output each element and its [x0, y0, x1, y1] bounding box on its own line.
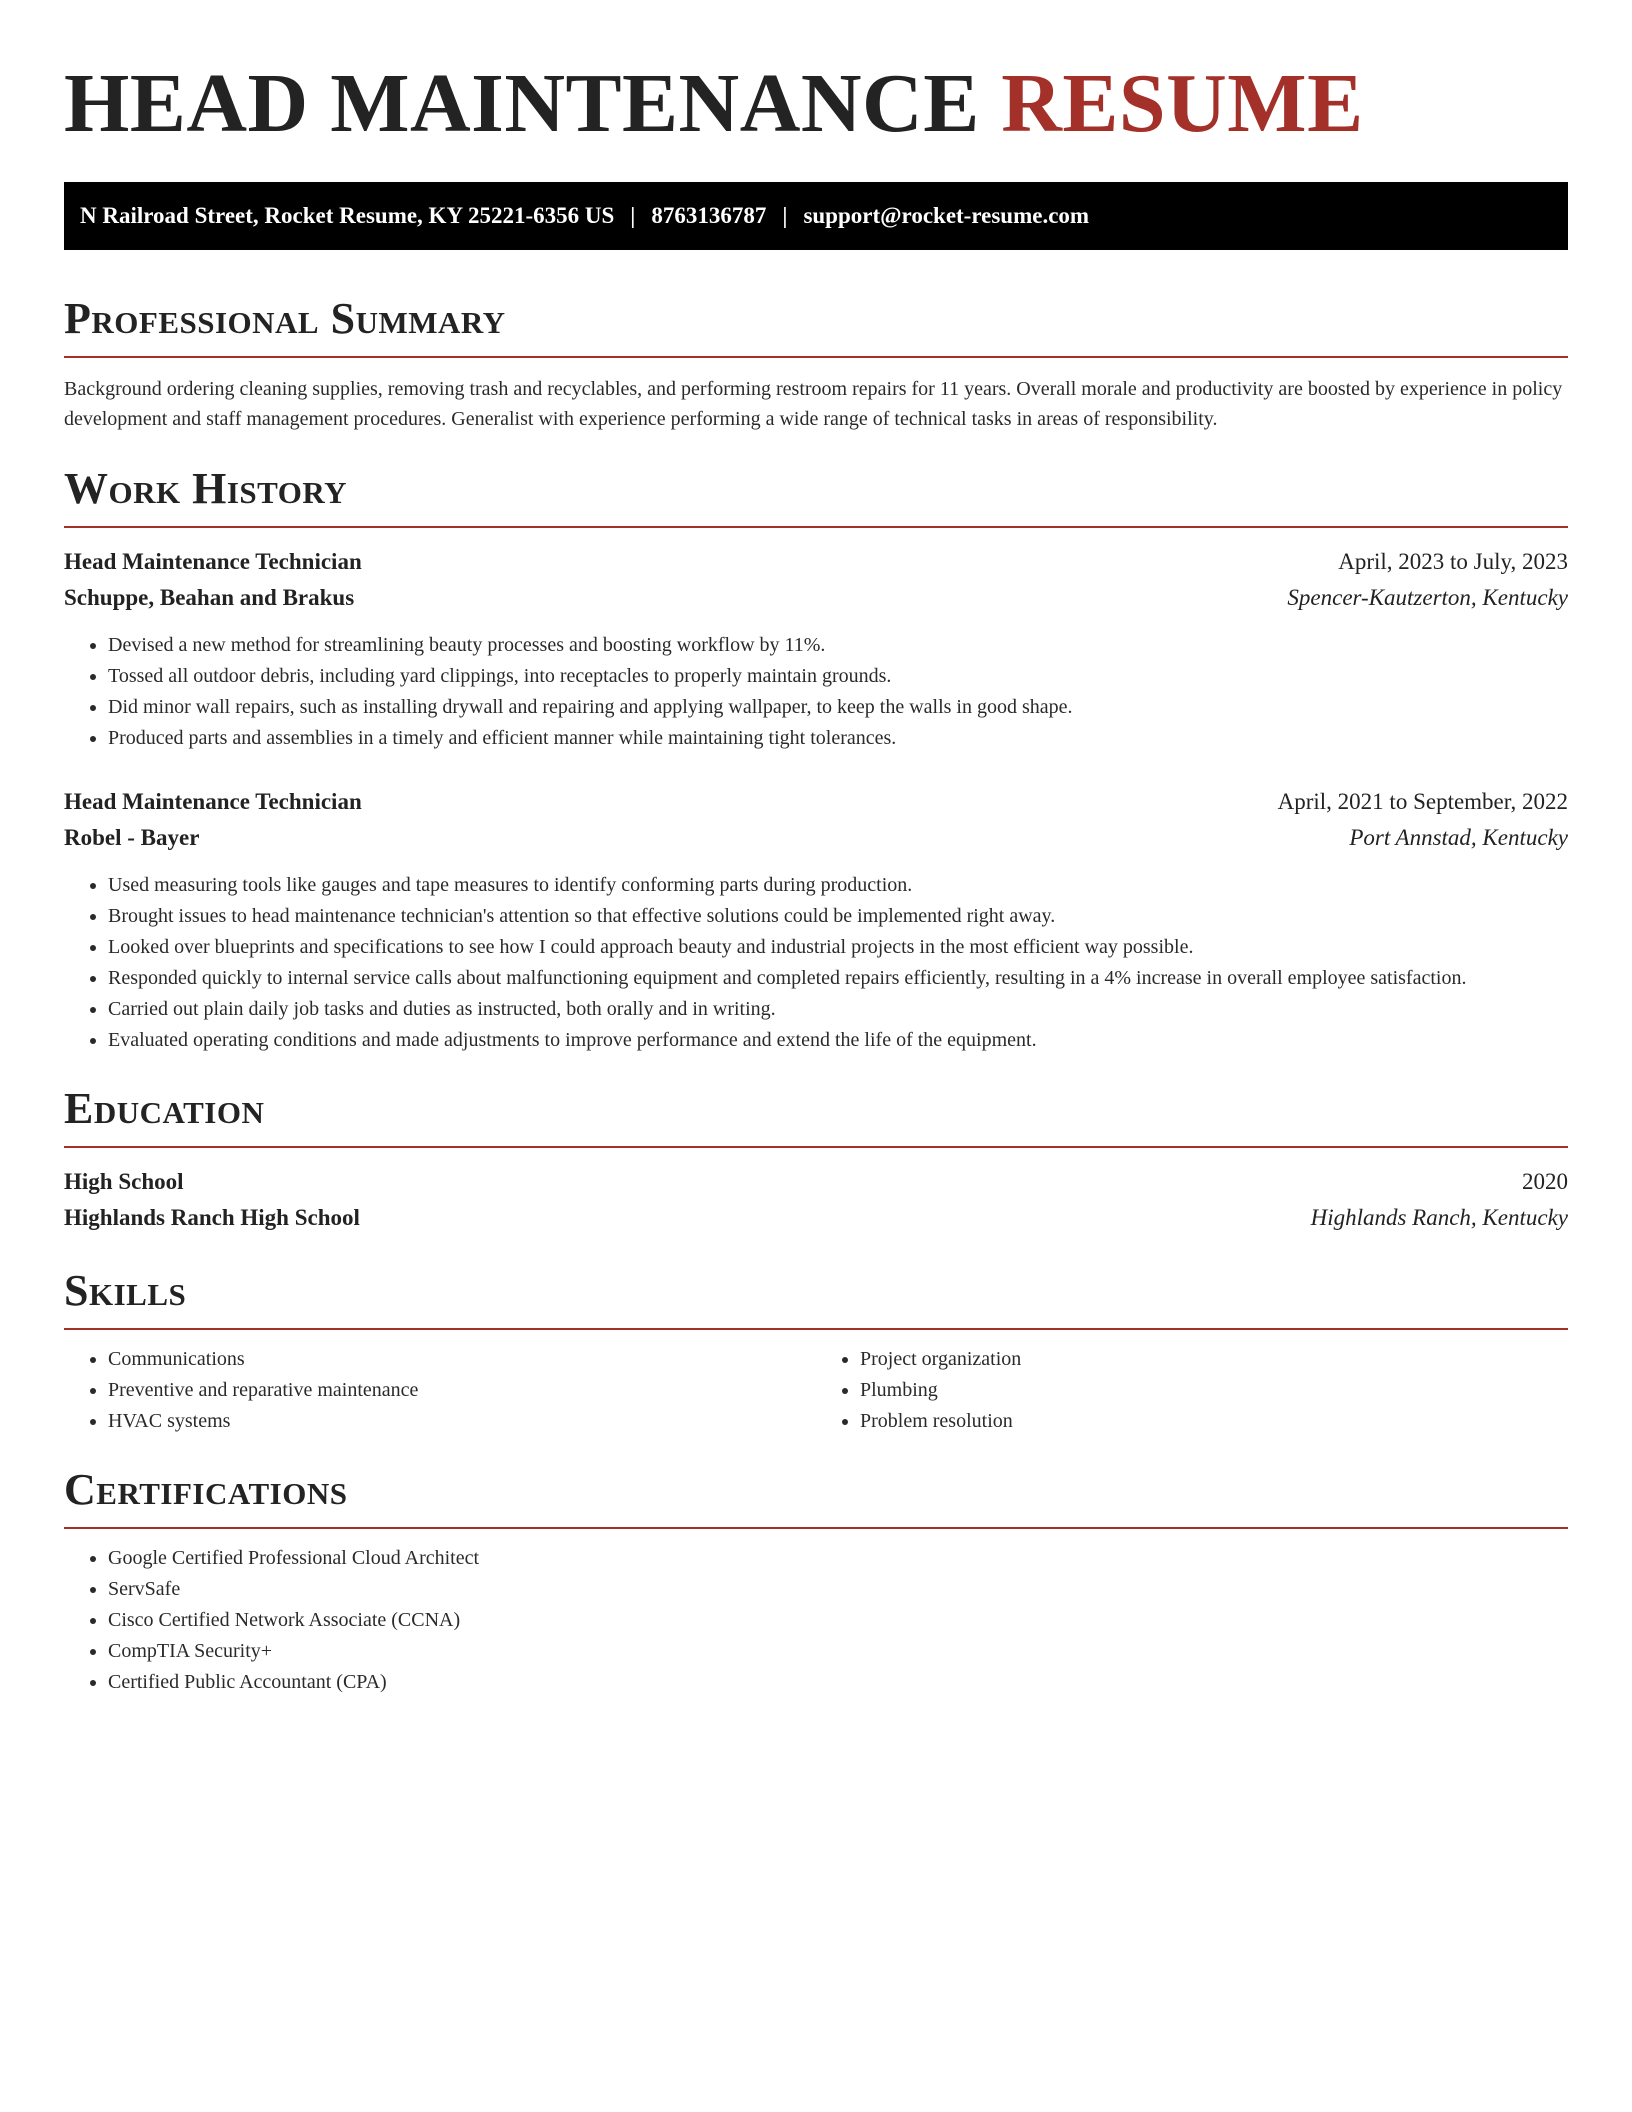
job-company-row: [64, 820, 1568, 856]
job-dates: April, 2023 to July, 2023: [1338, 549, 1568, 574]
education-school: Highlands Ranch High School: [64, 1205, 360, 1230]
list-item: • CompTIA Security+: [108, 1636, 1568, 1667]
summary-text: Background ordering cleaning supplies, removing trash and recyclables, and performing restroom repairs for 11 years. Overall morale and productivity are boosted by experience in policy development and staff management procedures. Generalist with experience performing a wide range of technical tasks in areas of responsibility.: [64, 378, 1563, 430]
job-location: Spencer-Kautzerton, Kentucky: [1287, 585, 1568, 610]
job-bullets: [64, 870, 1568, 1056]
education-section: [64, 1082, 1568, 1236]
list-item: • Communications: [108, 1344, 816, 1375]
job-location: Port Annstad, Kentucky: [1349, 825, 1568, 850]
list-item: • Google Certified Professional Cloud Architect: [108, 1543, 1568, 1574]
job-title-row: [64, 784, 1568, 820]
work-section: [64, 462, 1568, 1056]
job-bullets: [64, 630, 1568, 754]
certifications-section: [64, 1463, 1568, 1698]
education-entry: [64, 1164, 1568, 1236]
job-entry: [64, 784, 1568, 1056]
skills-list-left: [64, 1344, 816, 1437]
contact-email: support@rocket-resume.com: [803, 203, 1090, 228]
list-item: • Plumbing: [860, 1375, 1568, 1406]
job-dates: April, 2021 to September, 2022: [1277, 789, 1568, 814]
job-title: Head Maintenance Technician: [64, 789, 362, 814]
list-item: • Devised a new method for streamlining beauty processes and boosting workflow by 11%.: [108, 630, 1568, 661]
skills-heading: Skills: [64, 1264, 1568, 1330]
education-location: Highlands Ranch, Kentucky: [1310, 1205, 1568, 1230]
skills-list-right: [816, 1344, 1568, 1437]
resume-title: [64, 0, 1568, 150]
skills-section: [64, 1264, 1568, 1437]
skills-grid: [64, 1330, 1568, 1437]
education-year: 2020: [1522, 1169, 1568, 1194]
contact-address: N Railroad Street, Rocket Resume, KY 25221-6356 US: [80, 203, 615, 228]
list-item: • Used measuring tools like gauges and tape measures to identify conforming parts during production.: [108, 870, 1568, 901]
job-entry: [64, 544, 1568, 754]
work-heading: Work History: [64, 462, 1568, 528]
certifications-heading: Certifications: [64, 1463, 1568, 1529]
title-accent: RESUME: [1001, 57, 1364, 150]
education-school-row: [64, 1200, 1568, 1236]
contact-separator: |: [630, 203, 636, 228]
list-item: • Carried out plain daily job tasks and duties as instructed, both orally and in writing.: [108, 994, 1568, 1025]
contact-bar: [64, 182, 1568, 250]
education-degree-row: [64, 1164, 1568, 1200]
list-item: • Project organization: [860, 1344, 1568, 1375]
list-item: • Certified Public Accountant (CPA): [108, 1667, 1568, 1698]
contact-phone: 8763136787: [651, 203, 767, 228]
list-item: • Tossed all outdoor debris, including yard clippings, into receptacles to properly maintain grounds.: [108, 661, 1568, 692]
summary-section: [64, 292, 1568, 434]
job-company-row: [64, 580, 1568, 616]
list-item: • HVAC systems: [108, 1406, 816, 1437]
summary-heading: Professional Summary: [64, 292, 1568, 358]
list-item: • Brought issues to head maintenance technician's attention so that effective solutions could be implemented right away.: [108, 901, 1568, 932]
certifications-list: [64, 1543, 1568, 1698]
education-heading: Education: [64, 1082, 1568, 1148]
list-item: • Preventive and reparative maintenance: [108, 1375, 816, 1406]
job-title: Head Maintenance Technician: [64, 549, 362, 574]
list-item: • ServSafe: [108, 1574, 1568, 1605]
list-item: • Produced parts and assemblies in a timely and efficient manner while maintaining tight tolerances.: [108, 723, 1568, 754]
job-company: Robel - Bayer: [64, 825, 200, 850]
list-item: • Did minor wall repairs, such as installing drywall and repairing and applying wallpaper, to keep the walls in good shape.: [108, 692, 1568, 723]
job-title-row: [64, 544, 1568, 580]
list-item: • Cisco Certified Network Associate (CCNA): [108, 1605, 1568, 1636]
list-item: • Looked over blueprints and specifications to see how I could approach beauty and industrial projects in the most efficient way possible.: [108, 932, 1568, 963]
list-item: • Evaluated operating conditions and made adjustments to improve performance and extend the life of the equipment.: [108, 1025, 1568, 1056]
education-degree: High School: [64, 1169, 184, 1194]
title-main: HEAD MAINTENANCE: [64, 57, 980, 150]
list-item: • Responded quickly to internal service calls about malfunctioning equipment and completed repairs efficiently, resulting in a 4% increase in overall employee satisfaction.: [108, 963, 1568, 994]
list-item: • Problem resolution: [860, 1406, 1568, 1437]
job-company: Schuppe, Beahan and Brakus: [64, 585, 355, 610]
contact-separator: |: [782, 203, 788, 228]
